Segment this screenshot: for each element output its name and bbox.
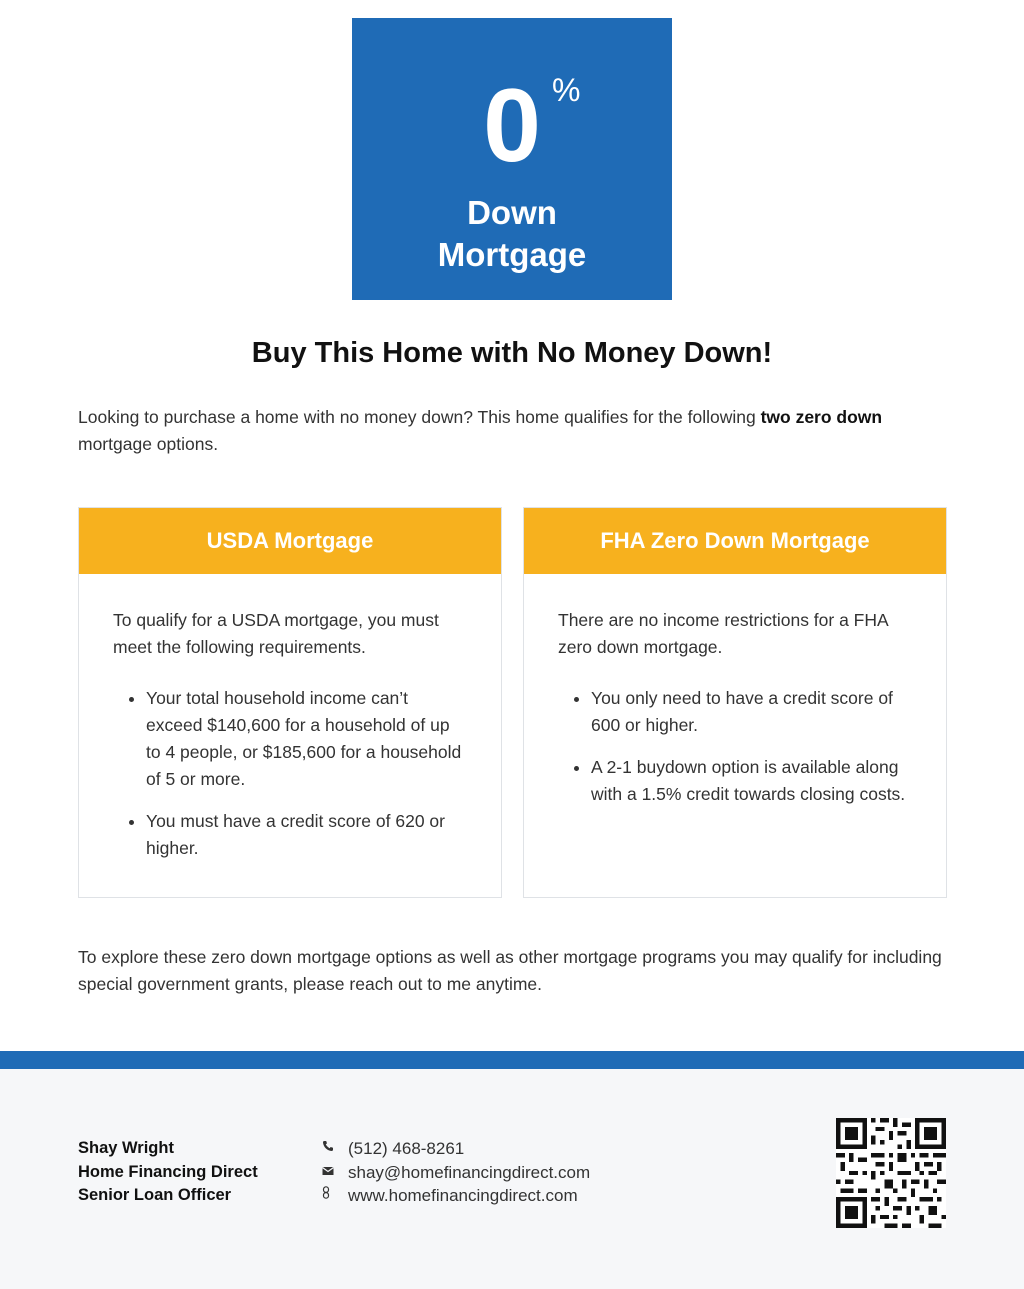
agent-info xyxy=(78,1137,258,1208)
hero-line-1: Down xyxy=(467,194,557,231)
usda-card-title: USDA Mortgage xyxy=(79,508,501,574)
intro-emphasis: two zero down xyxy=(760,407,883,427)
list-item: • A 2-1 buydown option is available along with a 1.5% credit towards closing costs. xyxy=(591,754,912,808)
contact-details xyxy=(322,1137,590,1208)
website-row[interactable] xyxy=(322,1184,590,1208)
page-headline: Buy This Home with No Money Down! xyxy=(251,337,773,369)
phone-number[interactable]: (512) 468-8261 xyxy=(348,1139,465,1158)
phone-row[interactable] xyxy=(322,1137,590,1161)
link-icon xyxy=(322,1184,348,1208)
usda-card-description: To qualify for a USDA mortgage, you must meet the following requirements. xyxy=(113,610,439,657)
closing-paragraph: To explore these zero down mortgage options as well as other mortgage programs you may qualify for including special government grants, please reach out to me anytime. xyxy=(78,947,942,994)
hero-banner xyxy=(352,18,672,300)
usda-requirements-list xyxy=(113,685,467,862)
phone-icon xyxy=(322,1137,348,1161)
usda-card xyxy=(78,507,502,898)
email-icon xyxy=(322,1161,348,1185)
fha-card xyxy=(523,507,947,898)
intro-paragraph xyxy=(78,404,948,458)
footer-divider xyxy=(0,1051,1024,1069)
hero-subtitle xyxy=(352,192,672,276)
website-url[interactable]: www.homefinancingdirect.com xyxy=(348,1186,578,1205)
agent-name: Shay Wright xyxy=(78,1139,174,1157)
email-address[interactable]: shay@homefinancingdirect.com xyxy=(348,1162,591,1182)
fha-card-body xyxy=(524,574,946,808)
usda-card-body xyxy=(79,574,501,862)
email-row[interactable] xyxy=(322,1161,590,1185)
fha-card-title: FHA Zero Down Mortgage xyxy=(524,508,946,574)
hero-number: 0 xyxy=(483,68,541,184)
hero-line-2: Mortgage xyxy=(437,236,587,273)
list-item: • You only need to have a credit score of 600 or higher. xyxy=(591,685,912,739)
fha-card-description: There are no income restrictions for a FHA zero down mortgage. xyxy=(558,610,888,657)
list-item: • You must have a credit score of 620 or higher. xyxy=(146,808,467,862)
fha-requirements-list xyxy=(558,685,912,808)
list-item: • Your total household income can’t exceed $140,600 for a household of up to 4 people, or $185,600 for a household of 5 or more. xyxy=(146,685,467,793)
agent-company: Home Financing Direct xyxy=(78,1162,258,1181)
intro-text: Looking to purchase a home with no money down? This home qualifies for the following xyxy=(78,407,761,427)
agent-title: Senior Loan Officer xyxy=(78,1186,232,1204)
qr-code-icon[interactable] xyxy=(836,1118,946,1228)
intro-text-end: mortgage options. xyxy=(78,434,219,454)
hero-zero xyxy=(352,68,672,184)
hero-percent: % xyxy=(552,72,581,108)
